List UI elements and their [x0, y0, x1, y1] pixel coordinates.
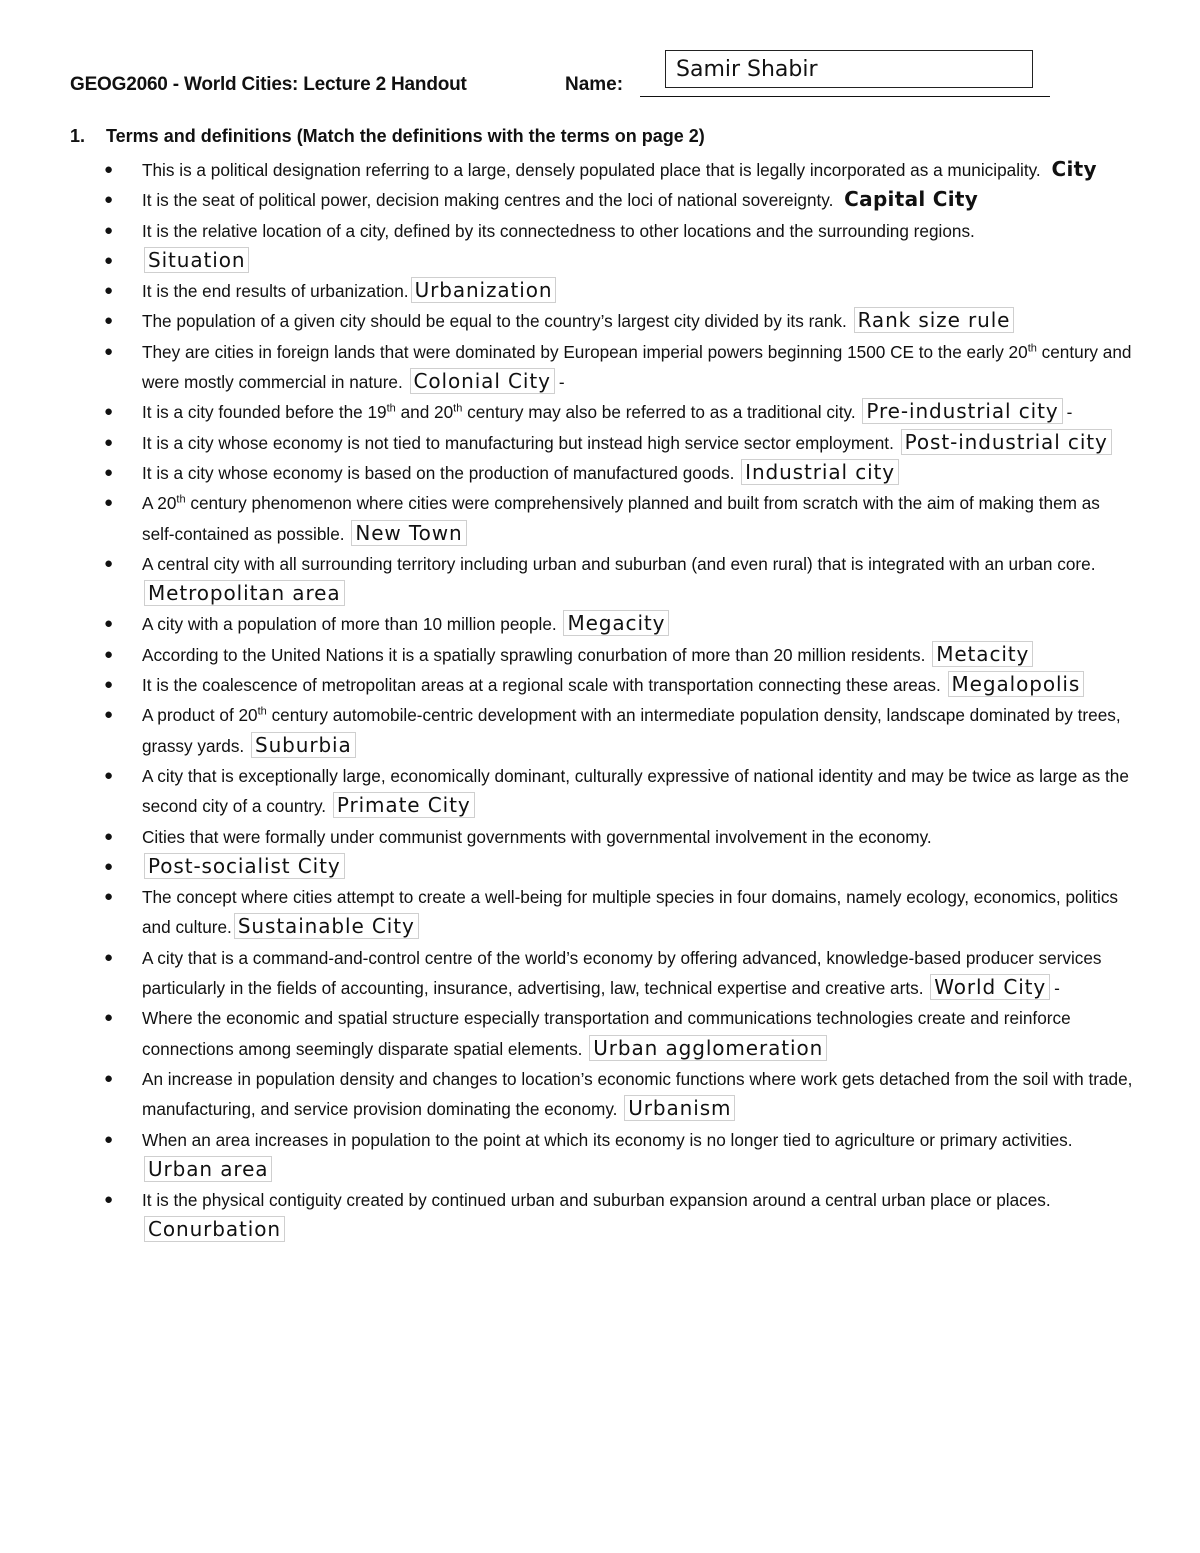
definition-part: century automobile-centric development with an intermediate population density, landscape dominated by trees, grassy yards.	[142, 705, 1121, 756]
trailing-dash: -	[1054, 978, 1060, 999]
answer-field[interactable]: World City	[930, 974, 1050, 1000]
definition-text: It is the relative location of a city, defined by its connectedness to other locations and the surrounding regions.	[142, 220, 975, 241]
definition-part: It is a city founded before the 19	[142, 402, 387, 423]
bullet-icon: ●	[104, 221, 114, 239]
definition-text: It is a city whose economy is not tied to manufacturing but instead high service sector employment.	[142, 432, 894, 453]
section-heading	[70, 126, 705, 147]
bullet-icon: ●	[104, 463, 114, 481]
answer-field[interactable]: Sustainable City	[234, 913, 419, 939]
bullet-icon: ●	[104, 1069, 114, 1087]
superscript: th	[257, 705, 267, 718]
definition-text: When an area increases in population to the point at which its economy is no longer tied to agriculture or primary activities.	[142, 1129, 1073, 1150]
definition-text: According to the United Nations it is a spatially sprawling conurbation of more than 20 million residents.	[142, 644, 926, 665]
list-item	[104, 761, 1134, 822]
definition-text	[142, 402, 856, 422]
definition-text: It is the coalescence of metropolitan areas at a regional scale with transportation connecting these areas.	[142, 675, 941, 696]
name-value: Samir Shabir	[676, 57, 818, 82]
definition-list	[104, 155, 1134, 1246]
list-item	[104, 306, 1134, 336]
definition-part: century and were mostly commercial in nature.	[142, 341, 1132, 393]
bullet-icon: ●	[104, 312, 114, 330]
definition-part: A 20	[142, 493, 177, 514]
superscript: th	[453, 402, 463, 415]
list-item	[104, 337, 1134, 398]
list-item	[104, 640, 1134, 670]
bullet-icon: ●	[104, 676, 114, 694]
bullet-icon: ●	[104, 948, 114, 966]
bullet-icon: ●	[104, 857, 114, 875]
bullet-icon: ●	[104, 494, 114, 512]
definition-text: This is a political designation referring to a large, densely populated place that is legally incorporated as a municipality.	[142, 160, 1041, 180]
superscript: th	[386, 402, 396, 415]
definition-text: Where the economic and spatial structure especially transportation and communications technologies create and reinforce connections among seemingly disparate spatial elements.	[142, 1008, 1071, 1059]
bullet-icon: ●	[104, 403, 114, 421]
list-item	[104, 246, 1134, 276]
definition-part: They are cities in foreign lands that were dominated by European imperial powers beginning 1500 CE to the early 20	[142, 341, 1028, 362]
list-item	[104, 155, 1134, 185]
answer-field[interactable]: Megalopolis	[948, 671, 1085, 697]
bullet-icon: ●	[104, 1191, 114, 1209]
definition-text: A central city with all surrounding territory including urban and suburban (and even rural) that is integrated with an urban core.	[142, 553, 1096, 574]
answer-field[interactable]: Conurbation	[144, 1216, 285, 1242]
bullet-icon: ●	[104, 706, 114, 724]
answer-field[interactable]: Megacity	[563, 610, 669, 636]
document-title: GEOG2060 - World Cities: Lecture 2 Handout	[70, 74, 467, 95]
list-item	[104, 1003, 1134, 1064]
section-heading-text: Terms and definitions (Match the definitions with the terms on page 2)	[106, 126, 705, 146]
bullet-icon: ●	[104, 1130, 114, 1148]
bullet-icon: ●	[104, 554, 114, 572]
answer-field[interactable]: Urbanization	[411, 277, 557, 303]
trailing-dash: -	[1066, 402, 1073, 423]
answer-field[interactable]: Urban area	[144, 1156, 272, 1182]
definition-part: century may also be referred to as a traditional city.	[462, 402, 856, 423]
list-item	[104, 1185, 1134, 1246]
definition-part: A product of 20	[142, 705, 258, 726]
bullet-icon: ●	[104, 827, 114, 845]
bullet-icon: ●	[104, 342, 114, 360]
answer-field[interactable]: Post-industrial city	[901, 429, 1112, 455]
name-field[interactable]	[665, 50, 1033, 88]
answer-field[interactable]: Metacity	[932, 641, 1033, 667]
list-item	[104, 185, 1134, 215]
list-item	[104, 397, 1134, 427]
bullet-icon: ●	[104, 1009, 114, 1027]
answer-field[interactable]: Rank size rule	[854, 307, 1015, 333]
list-item	[104, 852, 1134, 882]
definition-text: It is the physical contiguity created by continued urban and suburban expansion around a central urban place or places.	[142, 1190, 1051, 1211]
name-underline	[640, 96, 1050, 97]
definition-text: It is the end results of urbanization.	[142, 281, 409, 302]
definition-text: An increase in population density and changes to location’s economic functions where work gets detached from the soil with trade, manufacturing, and service provision dominating the economy.	[142, 1068, 1133, 1120]
list-item	[104, 822, 1134, 852]
answer-field[interactable]: Metropolitan area	[144, 580, 345, 606]
name-label: Name:	[565, 74, 624, 95]
bullet-icon: ●	[104, 645, 114, 663]
definition-part: century phenomenon where cities were comprehensively planned and built from scratch with the aim of making them as self-contained as possible.	[142, 493, 1100, 544]
definition-text: Cities that were formally under communist governments with governmental involvement in the economy.	[142, 826, 932, 847]
bullet-icon: ●	[104, 251, 114, 269]
answer-field[interactable]: Pre-industrial city	[862, 398, 1062, 424]
bullet-icon: ●	[104, 615, 114, 633]
answer-field[interactable]: Colonial City	[410, 368, 555, 394]
list-item	[104, 1125, 1134, 1186]
bullet-icon: ●	[104, 282, 114, 300]
list-item	[104, 549, 1134, 610]
definition-text	[142, 342, 1131, 392]
definition-text: A city that is exceptionally large, economically dominant, culturally expressive of national identity and may be twice as large as the second city of a country.	[142, 765, 1129, 817]
answer-field[interactable]: Primate City	[333, 792, 475, 818]
answer-field[interactable]: Post-socialist City	[144, 853, 345, 879]
answer-field[interactable]: City	[1051, 157, 1097, 181]
list-item	[104, 458, 1134, 488]
definition-text: A city that is a command-and-control centre of the world’s economy by offering advanced, knowledge-based producer services particularly in the fields of accounting, insurance, advertising, law, technical expertise and creative arts.	[142, 947, 1102, 999]
list-item	[104, 276, 1134, 306]
section-number: 1.	[70, 126, 86, 146]
list-item	[104, 943, 1134, 1004]
definition-text: It is the seat of political power, decision making centres and the loci of national sovereignty.	[142, 190, 834, 211]
definition-part: and 20	[395, 402, 454, 423]
bullet-icon: ●	[104, 433, 114, 451]
bullet-icon: ●	[104, 766, 114, 784]
bullet-icon: ●	[104, 888, 114, 906]
list-item	[104, 488, 1134, 549]
definition-text: The concept where cities attempt to create a well-being for multiple species in four domains, namely ecology, economics, politics and culture.	[142, 887, 1119, 938]
header	[70, 57, 1070, 102]
answer-field[interactable]: Urban agglomeration	[589, 1035, 827, 1061]
answer-field[interactable]: New Town	[351, 520, 466, 546]
definition-text: It is a city whose economy is based on the production of manufactured goods.	[142, 462, 735, 483]
superscript: th	[176, 493, 186, 506]
superscript: th	[1027, 342, 1037, 355]
answer-field[interactable]: Urbanism	[624, 1095, 735, 1121]
bullet-icon: ●	[104, 191, 114, 209]
definition-text: A city with a population of more than 10 million people.	[142, 614, 557, 635]
list-item	[104, 609, 1134, 639]
list-item	[104, 700, 1134, 761]
list-item	[104, 428, 1134, 458]
definition-text: The population of a given city should be equal to the country’s largest city divided by its rank.	[142, 311, 847, 332]
list-item	[104, 670, 1134, 700]
bullet-icon: ●	[104, 161, 114, 178]
list-item	[104, 882, 1134, 943]
answer-field[interactable]: Capital City	[844, 187, 979, 212]
definition-text	[142, 493, 1100, 543]
trailing-dash: -	[558, 372, 565, 393]
answer-field[interactable]: Suburbia	[251, 732, 356, 758]
answer-field[interactable]: Situation	[144, 247, 249, 273]
list-item	[104, 216, 1134, 246]
answer-field[interactable]: Industrial city	[741, 459, 899, 485]
list-item	[104, 1064, 1134, 1125]
